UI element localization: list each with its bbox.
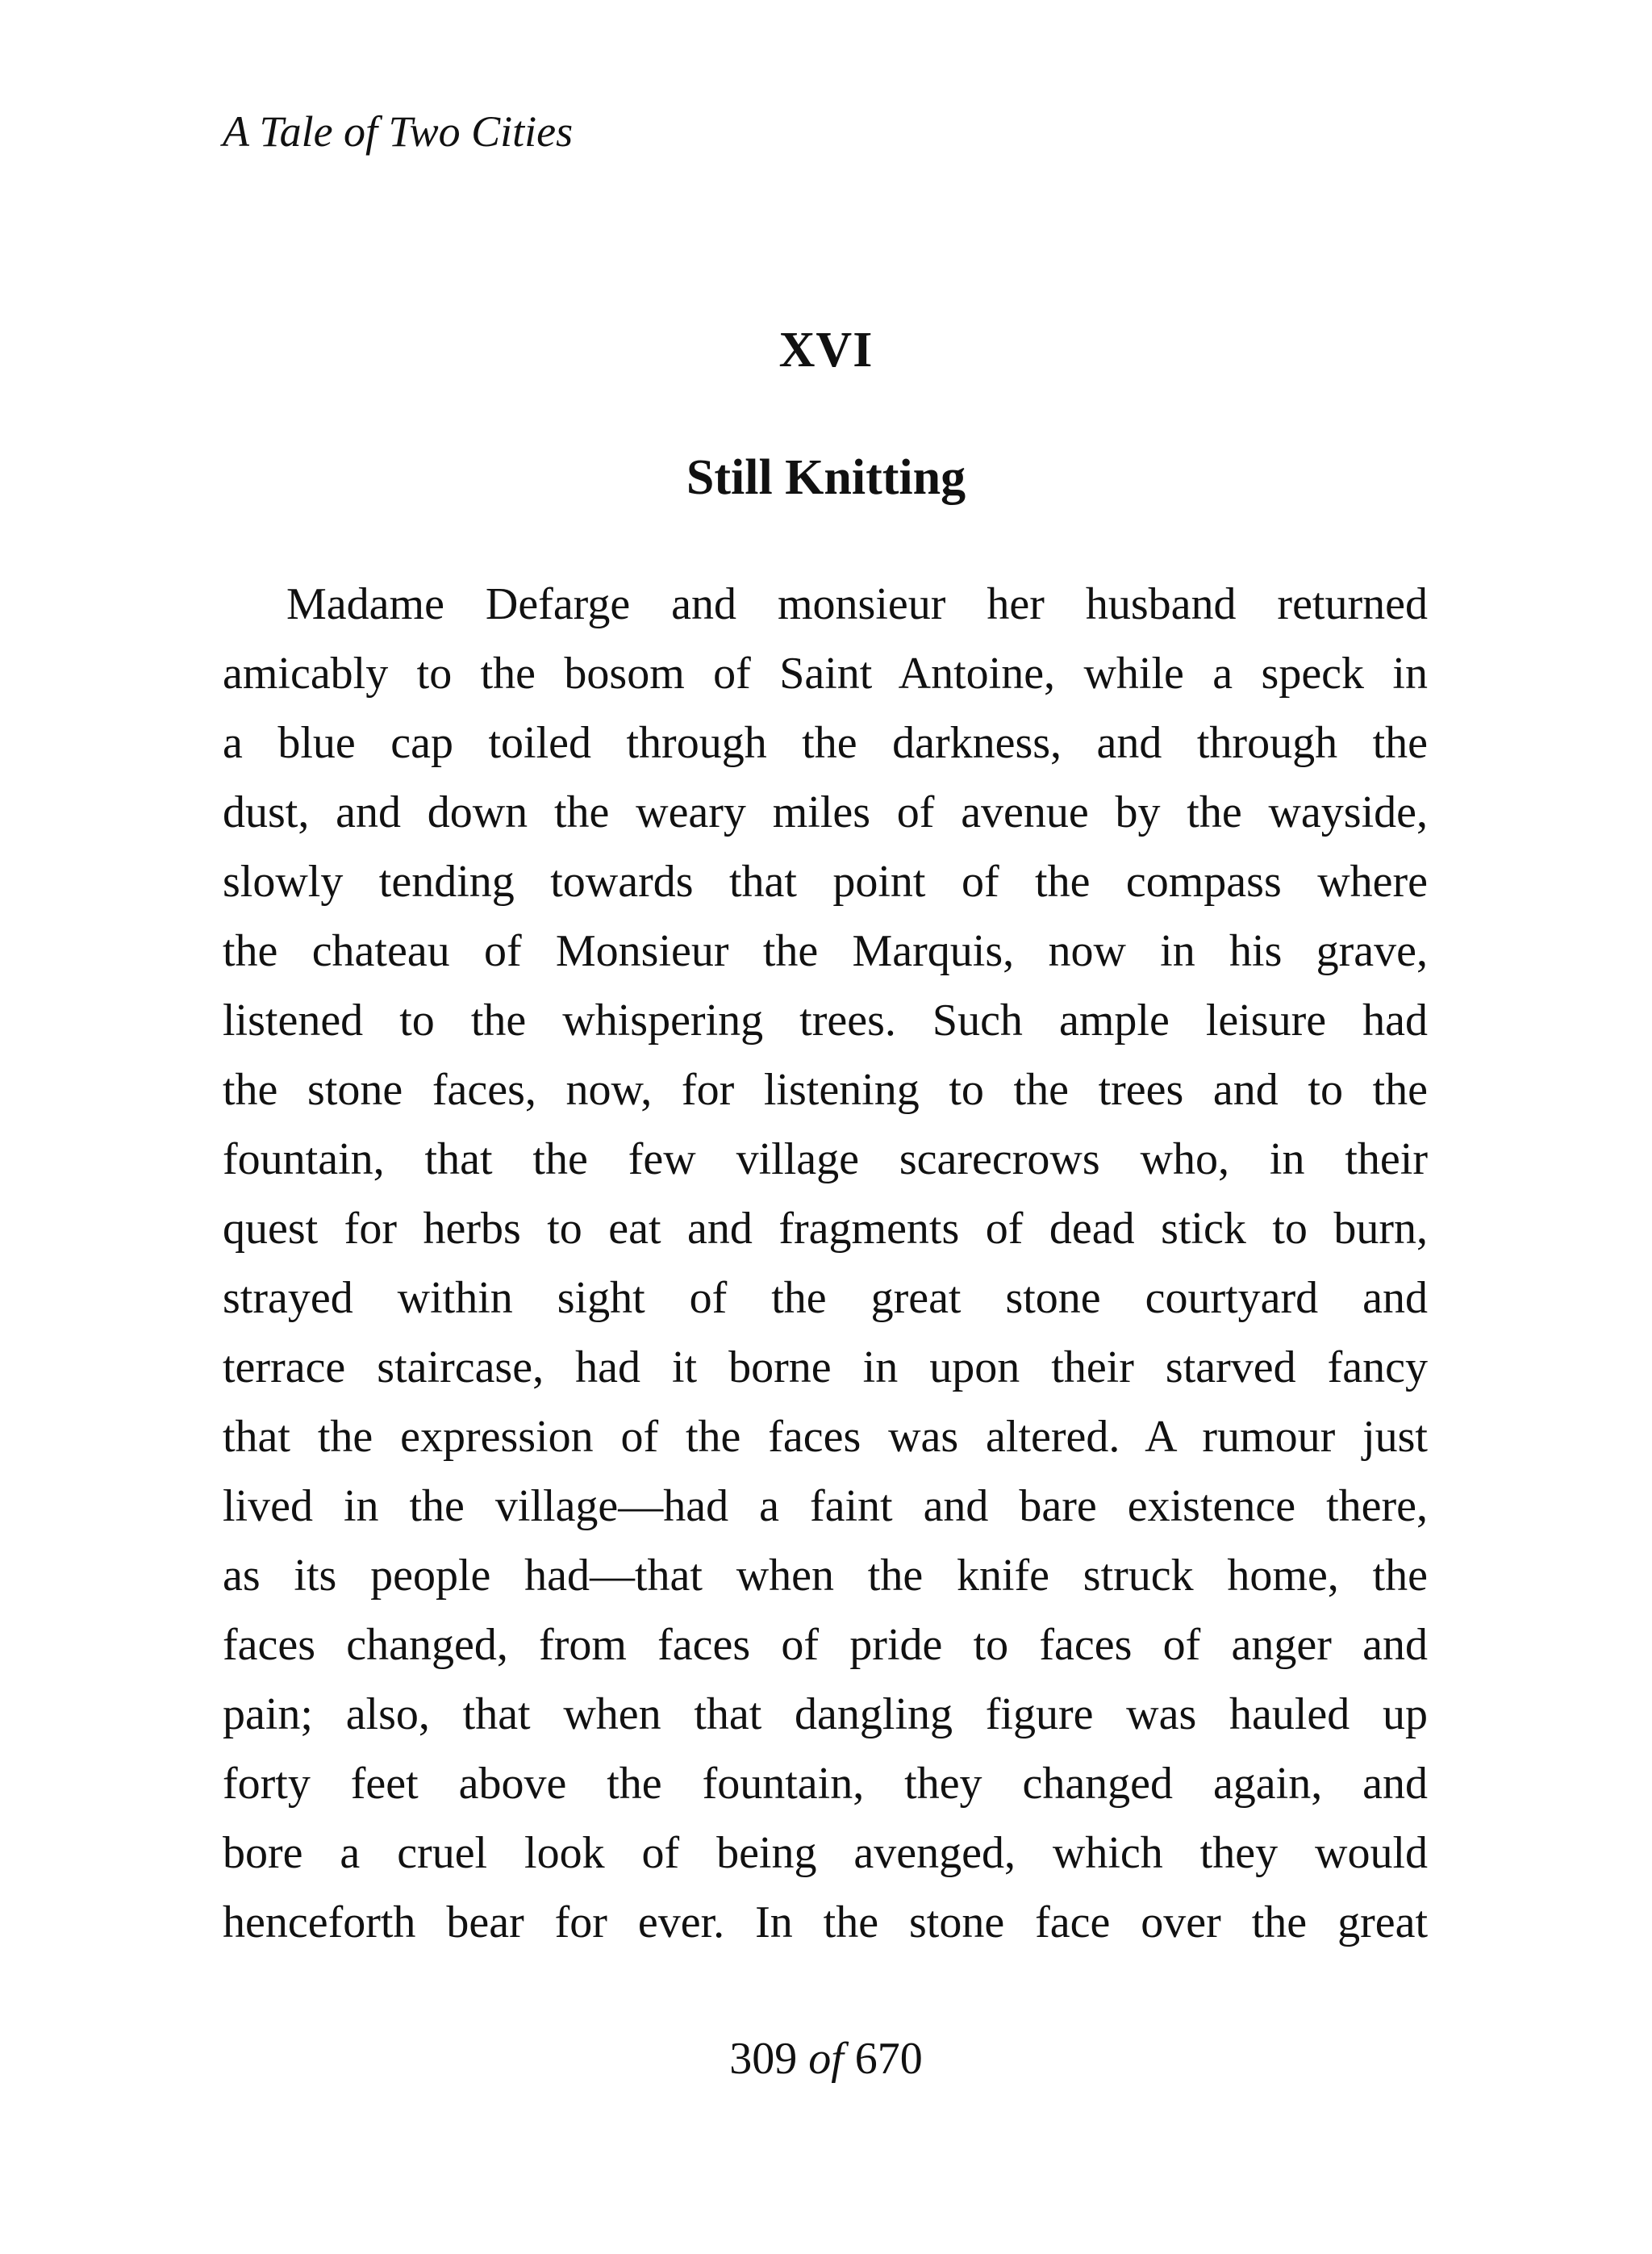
paragraph-line: strayed within sight of the great stone courtyard and xyxy=(223,1273,1428,1323)
current-page-number: 309 xyxy=(729,2034,798,2084)
paragraph-line: amicably to the bosom of Saint Antoine, while a speck in xyxy=(223,649,1428,699)
paragraph-line: terrace staircase, had it borne in upon their starved fancy xyxy=(223,1342,1428,1392)
paragraph-line: fountain, that the few village scarecrows who, in their xyxy=(223,1134,1428,1184)
page-of-label: of xyxy=(808,2034,844,2084)
paragraph-line: listened to the whispering trees. Such ample leisure had xyxy=(223,996,1428,1046)
paragraph-line: faces changed, from faces of pride to faces of anger and xyxy=(223,1620,1428,1670)
paragraph-line: quest for herbs to eat and fragments of dead stick to burn, xyxy=(223,1204,1428,1254)
paragraph-line: the chateau of Monsieur the Marquis, now in his grave, xyxy=(223,926,1428,976)
paragraph-line: lived in the village—had a faint and bare existence there, xyxy=(223,1481,1428,1531)
paragraph-line: dust, and down the weary miles of avenue by the wayside, xyxy=(223,787,1428,837)
chapter-title: Still Knitting xyxy=(686,450,966,505)
paragraph-line: Madame Defarge and monsieur her husband returned xyxy=(286,579,1428,629)
paragraph-line: henceforth bear for ever. In the stone face over the great xyxy=(223,1897,1428,1947)
running-header-book-title: A Tale of Two Cities xyxy=(223,107,574,156)
paragraph-line: that the expression of the faces was altered. A rumour just xyxy=(223,1412,1428,1462)
paragraph-line: a blue cap toiled through the darkness, and through the xyxy=(223,718,1428,768)
paragraph-line: slowly tending towards that point of the compass where xyxy=(223,857,1428,907)
paragraph-line: bore a cruel look of being avenged, which they would xyxy=(223,1828,1428,1878)
chapter-body-paragraph xyxy=(223,570,1428,1957)
paragraph-line: forty feet above the fountain, they changed again, and xyxy=(223,1759,1428,1809)
total-pages-number: 670 xyxy=(854,2034,923,2084)
paragraph-line: as its people had—that when the knife struck home, the xyxy=(223,1551,1428,1601)
page-number-footer xyxy=(0,2031,1652,2087)
paragraph-line: pain; also, that when that dangling figure was hauled up xyxy=(223,1689,1428,1739)
paragraph-line: the stone faces, now, for listening to the trees and to the xyxy=(223,1065,1428,1115)
chapter-number: XVI xyxy=(778,323,874,378)
